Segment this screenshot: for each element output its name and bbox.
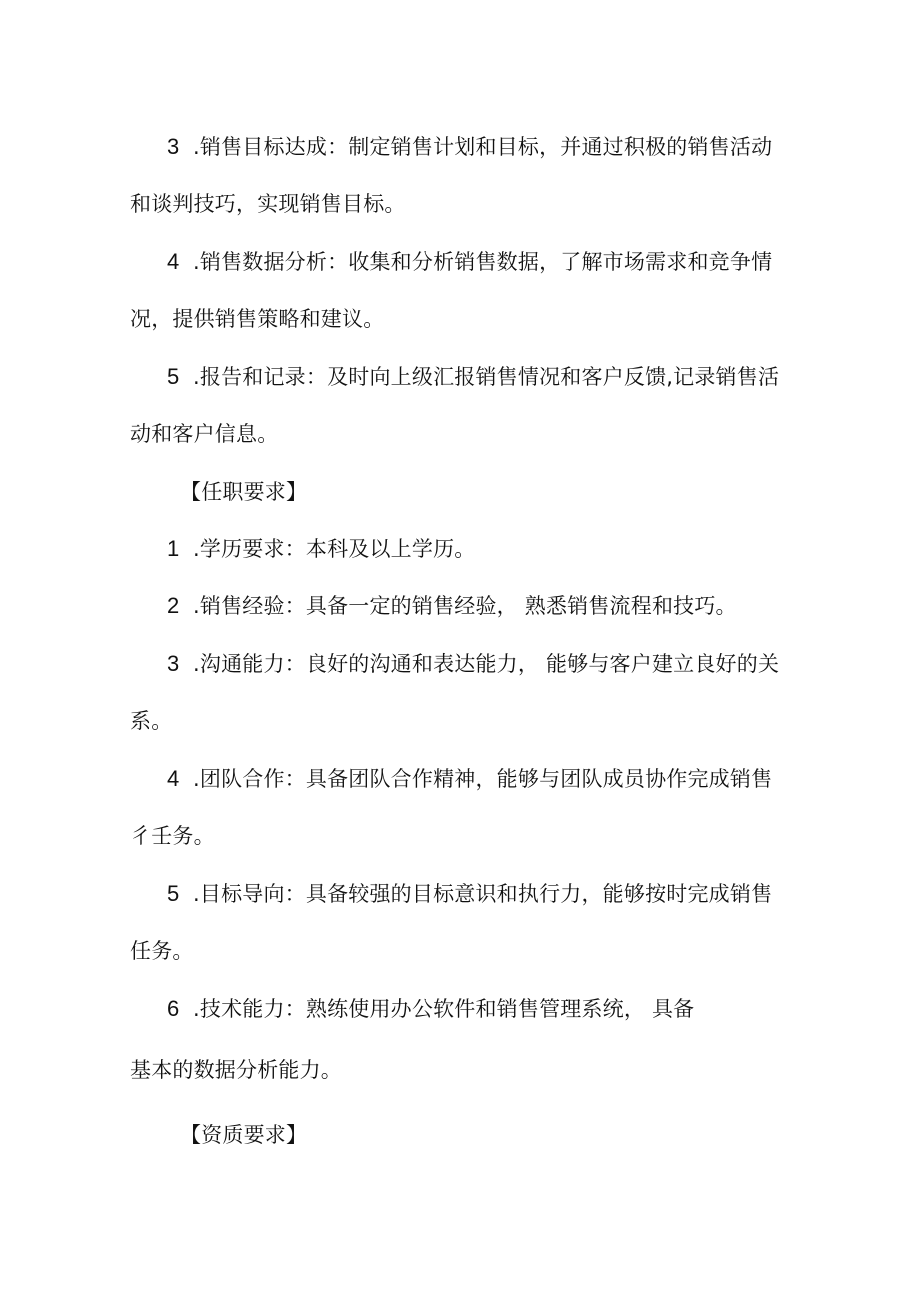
item-text: .目标导向：具备较强的目标意识和执行力，能够按时完成销售: [193, 882, 773, 906]
duty-item-3-line2: 和谈判技巧，实现销售目标。: [130, 192, 406, 216]
requirement-item-4-line1: [167, 764, 772, 794]
requirement-item-4-line2: 彳壬务。: [130, 824, 215, 848]
requirement-item-5-line2: 任务。: [130, 939, 194, 963]
requirement-item-5-line1: [167, 879, 772, 909]
duty-item-4-line2: 况，提供销售策略和建议。: [130, 307, 385, 331]
qualifications-heading: 【资质要求】: [180, 1123, 308, 1147]
requirement-item-1: [167, 534, 475, 564]
item-number: 4: [167, 249, 180, 274]
item-number: 3: [167, 134, 180, 159]
item-number: 2: [167, 593, 180, 618]
item-text: .销售数据分析：收集和分析销售数据，了解市场需求和竞争情: [193, 250, 773, 274]
item-number: 5: [167, 881, 180, 906]
item-text: .销售目标达成：制定销售计划和目标，并通过积极的销售活动: [193, 135, 773, 159]
item-text: .沟通能力：良好的沟通和表达能力， 能够与客户建立良好的关: [193, 652, 780, 676]
requirements-heading: 【任职要求】: [180, 480, 308, 504]
item-number: 5: [167, 364, 180, 389]
requirement-item-6-line2: 基本的数据分析能力。: [130, 1058, 342, 1082]
duty-item-5-line1: [167, 362, 779, 392]
requirement-item-2: [167, 591, 737, 621]
requirement-item-6-line1: [167, 994, 694, 1024]
duty-item-3-line1: [167, 132, 772, 162]
requirement-item-3-line2: 系。: [130, 709, 173, 733]
item-number: 6: [167, 996, 180, 1021]
item-number: 1: [167, 536, 180, 561]
requirement-item-3-line1: [167, 649, 779, 679]
item-text: .学历要求：本科及以上学历。: [193, 537, 476, 561]
item-text: .技术能力：熟练使用办公软件和销售管理系统， 具备: [193, 997, 695, 1021]
duty-item-5-line2: 动和客户信息。: [130, 422, 279, 446]
item-text: .团队合作：具备团队合作精神，能够与团队成员协作完成销售: [193, 767, 773, 791]
item-text: .报告和记录：及时向上级汇报销售情况和客户反馈,记录销售活: [193, 365, 780, 389]
duty-item-4-line1: [167, 247, 772, 277]
item-text: .销售经验：具备一定的销售经验， 熟悉销售流程和技巧。: [193, 594, 737, 618]
item-number: 4: [167, 766, 180, 791]
item-number: 3: [167, 651, 180, 676]
